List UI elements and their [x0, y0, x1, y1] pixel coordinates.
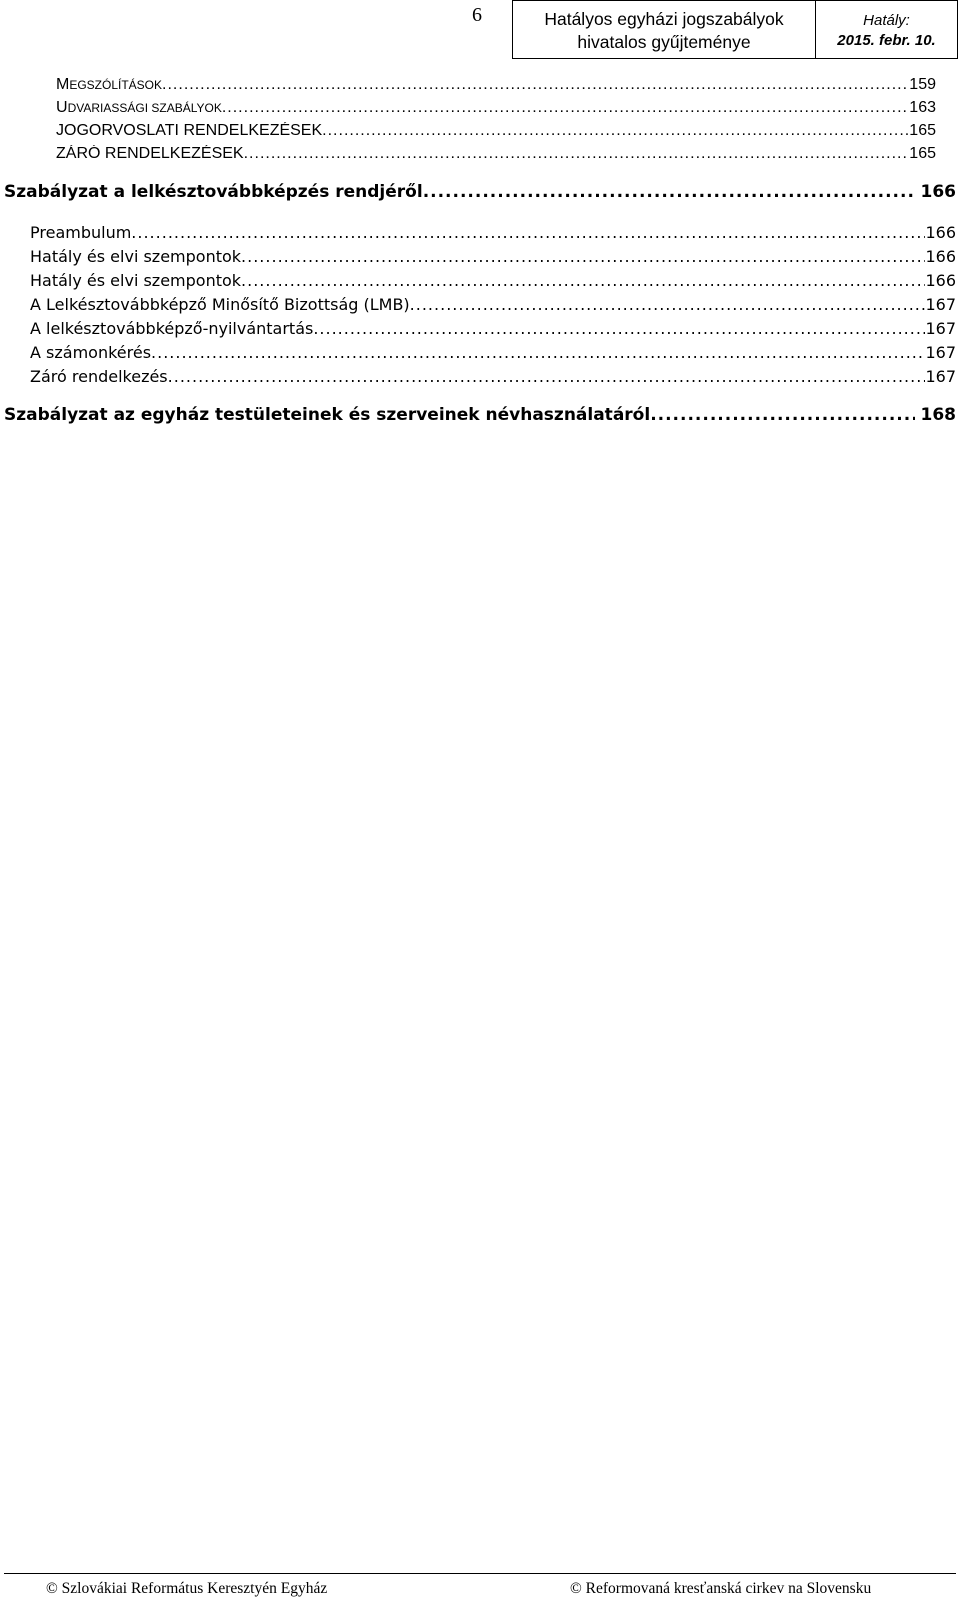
toc-page-number: 163: [909, 99, 936, 116]
toc-entry-title: Hatály és elvi szempontok: [30, 247, 242, 266]
page-number: 6: [472, 4, 482, 26]
toc-entry-zaro-rendelkezesek[interactable]: [56, 145, 936, 163]
effective-date-value: 2015. febr. 10.: [837, 32, 936, 49]
effective-date-label: Hatály:: [863, 12, 910, 29]
toc-leader: [423, 182, 915, 202]
toc-entry-title: Záró rendelkezés: [30, 367, 168, 386]
toc-entry-megszolitasok[interactable]: [56, 76, 936, 94]
toc-leader: [131, 223, 925, 242]
footer-copyright-hu: © Szlovákiai Református Keresztyén Egyház: [46, 1580, 328, 1597]
toc-entry-lelkesztovabbkepzes-rendjerol[interactable]: [4, 182, 956, 202]
toc-leader: [410, 295, 926, 314]
footer-divider: [4, 1573, 956, 1574]
toc-page-number: 166: [925, 247, 956, 266]
toc-leader: [168, 367, 926, 386]
toc-entry-title: A lelkésztovábbképző-nyilvántartás: [30, 319, 314, 338]
toc-leader: [650, 405, 914, 425]
toc-entry-title: MEGSZÓLÍTÁSOK: [56, 76, 163, 93]
toc-entry-szamonkeres[interactable]: [30, 343, 956, 362]
toc-entry-preambulum[interactable]: [30, 223, 956, 242]
toc-entry-title: A Lelkésztovábbképző Minősítő Bizottság (LMB): [30, 295, 410, 314]
running-header: [512, 0, 958, 59]
collection-title-line2: hivatalos gyűjteménye: [577, 32, 751, 52]
toc-leader: [222, 99, 909, 117]
toc-entry-title: Hatály és elvi szempontok: [30, 271, 242, 290]
toc-entry-title: Preambulum: [30, 223, 132, 242]
toc-page-number: 166: [925, 223, 956, 242]
toc-entry-title: Szabályzat a lelkésztovábbképzés rendjéről: [4, 182, 423, 202]
toc-entry-title: UDVARIASSÁGI SZABÁLYOK: [56, 99, 222, 116]
effective-date: [816, 1, 957, 58]
toc-page-number: 167: [925, 343, 956, 362]
toc-entry-nyilvantartas[interactable]: [30, 319, 956, 338]
toc-leader: [244, 145, 910, 163]
toc-entry-jogorvoslati-rendelkezesek[interactable]: [56, 122, 936, 140]
toc-page-number: 166: [925, 271, 956, 290]
toc-entry-zaro-rendelkezes[interactable]: [30, 367, 956, 386]
toc-entry-title: JOGORVOSLATI RENDELKEZÉSEK: [56, 122, 323, 139]
toc-entry-udvariassagi-szabalyok[interactable]: [56, 99, 936, 117]
toc-leader: [151, 343, 925, 362]
toc-leader: [241, 247, 925, 266]
toc-page-number: 165: [909, 145, 936, 162]
toc-entry-hataly-es-elvi-szempontok-2[interactable]: [30, 271, 956, 290]
footer-copyright-sk: © Reformovaná kresťanská cirkev na Slovensku: [570, 1580, 872, 1597]
toc-page-number: 165: [909, 122, 936, 139]
toc-entry-nevhasznalat[interactable]: [4, 405, 956, 425]
collection-title-line1: Hatályos egyházi jogszabályok: [544, 9, 784, 29]
toc-entry-title: ZÁRÓ RENDELKEZÉSEK: [56, 145, 244, 162]
toc-leader: [322, 122, 909, 140]
toc-page-number: 159: [909, 76, 936, 93]
toc-leader: [162, 76, 909, 94]
toc-leader: [241, 271, 925, 290]
toc-page-number: 167: [925, 367, 956, 386]
toc-page-number: 167: [925, 319, 956, 338]
toc-entry-lmb[interactable]: [30, 295, 956, 314]
toc-entry-title: A számonkérés: [30, 343, 152, 362]
toc-page-number: 166: [920, 182, 956, 202]
toc-page-number: 168: [920, 405, 956, 425]
toc-page-number: 167: [925, 295, 956, 314]
toc-leader: [313, 319, 925, 338]
toc-entry-title: Szabályzat az egyház testületeinek és szerveinek névhasználatáról: [4, 405, 651, 425]
toc-entry-hataly-es-elvi-szempontok[interactable]: [30, 247, 956, 266]
collection-title: [513, 1, 816, 58]
